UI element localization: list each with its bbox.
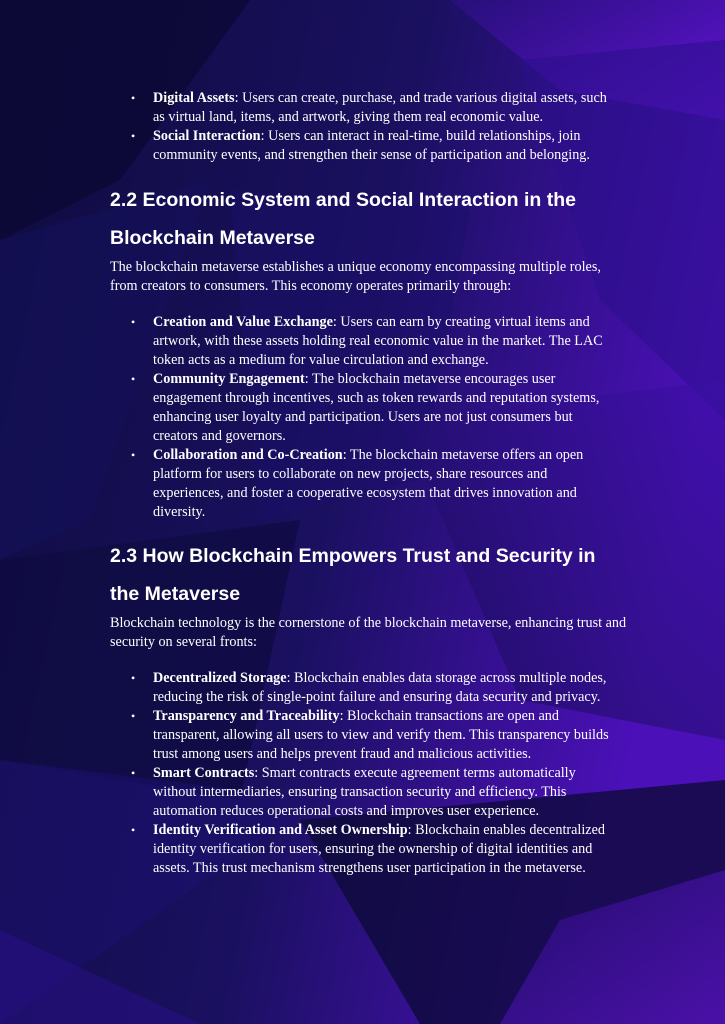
section-2-2-heading: 2.2 Economic System and Social Interaction in the Blockchain Metaverse [110, 189, 576, 249]
bullet-glyph: • [131, 91, 136, 105]
list-item [0, 821, 725, 878]
section-2-3-intro: Blockchain technology is the cornerstone of the blockchain metaverse, enhancing trust and security on several fronts: [110, 615, 627, 650]
section-2-1-list [0, 89, 725, 165]
list-item [0, 764, 725, 821]
list-item-text: : Users can earn by creating virtual items and artwork, with these assets holding real economic value in the market. The LAC token acts as a medium for value circulation and exchange. [153, 314, 603, 368]
list-item [0, 127, 725, 165]
bullet-glyph: • [131, 671, 136, 685]
bullet-glyph: • [131, 823, 136, 837]
bullet-glyph: • [131, 129, 136, 143]
list-item [0, 313, 725, 370]
list-item-term: Decentralized Storage [153, 670, 287, 686]
section-2-2-intro: The blockchain metaverse establishes a unique economy encompassing multiple roles, from creators to consumers. This economy operates primarily through: [110, 259, 601, 294]
list-item-term: Community Engagement [153, 371, 305, 387]
list-item-term: Transparency and Traceability [153, 708, 340, 724]
list-item-text: : Blockchain transactions are open and transparent, allowing all users to view and verify them. This transparency builds trust among users and helps prevent fraud and malicious activities. [153, 708, 609, 762]
list-item [0, 89, 725, 127]
list-item-term: Digital Assets [153, 90, 235, 106]
list-item-text: : Smart contracts execute agreement terms automatically without intermediaries, ensuring transaction security and efficiency. This automation reduces operational costs and improves user experience. [153, 765, 576, 819]
bullet-glyph: • [131, 315, 136, 329]
list-item-term: Smart Contracts [153, 765, 255, 781]
list-item-term: Social Interaction [153, 128, 261, 144]
list-item-text: : Blockchain enables decentralized identity verification for users, ensuring the ownership of digital identities and assets. This trust mechanism strengthens user participation in the metaverse. [153, 822, 605, 876]
list-item-text: : The blockchain metaverse offers an open platform for users to collaborate on new projects, share resources and experiences, and foster a cooperative ecosystem that drives innovation and diversity. [153, 447, 584, 520]
list-item-term: Collaboration and Co-Creation [153, 447, 343, 463]
bullet-glyph: • [131, 709, 136, 723]
list-item [0, 446, 725, 522]
list-item-text: : Blockchain enables data storage across multiple nodes, reducing the risk of single-point failure and ensuring data security and privacy. [153, 670, 607, 705]
list-item-text: : Users can interact in real-time, build relationships, join community events, and strengthen their sense of participation and belonging. [153, 128, 590, 163]
list-item [0, 707, 725, 764]
list-item [0, 370, 725, 446]
list-item-term: Creation and Value Exchange [153, 314, 333, 330]
bullet-glyph: • [131, 766, 136, 780]
section-2-3-heading: 2.3 How Blockchain Empowers Trust and Security in the Metaverse [110, 545, 596, 605]
list-item [0, 669, 725, 707]
section-2-2-list [0, 313, 725, 522]
section-2-3-list [0, 669, 725, 878]
list-item-text: : Users can create, purchase, and trade various digital assets, such as virtual land, items, and artwork, giving them real economic value. [153, 90, 607, 125]
list-item-text: : The blockchain metaverse encourages user engagement through incentives, such as token rewards and reputation systems, enhancing user loyalty and participation. Users are not just consumers but creators and governors. [153, 371, 600, 444]
bullet-glyph: • [131, 372, 136, 386]
list-item-term: Identity Verification and Asset Ownership [153, 822, 408, 838]
bullet-glyph: • [131, 448, 136, 462]
